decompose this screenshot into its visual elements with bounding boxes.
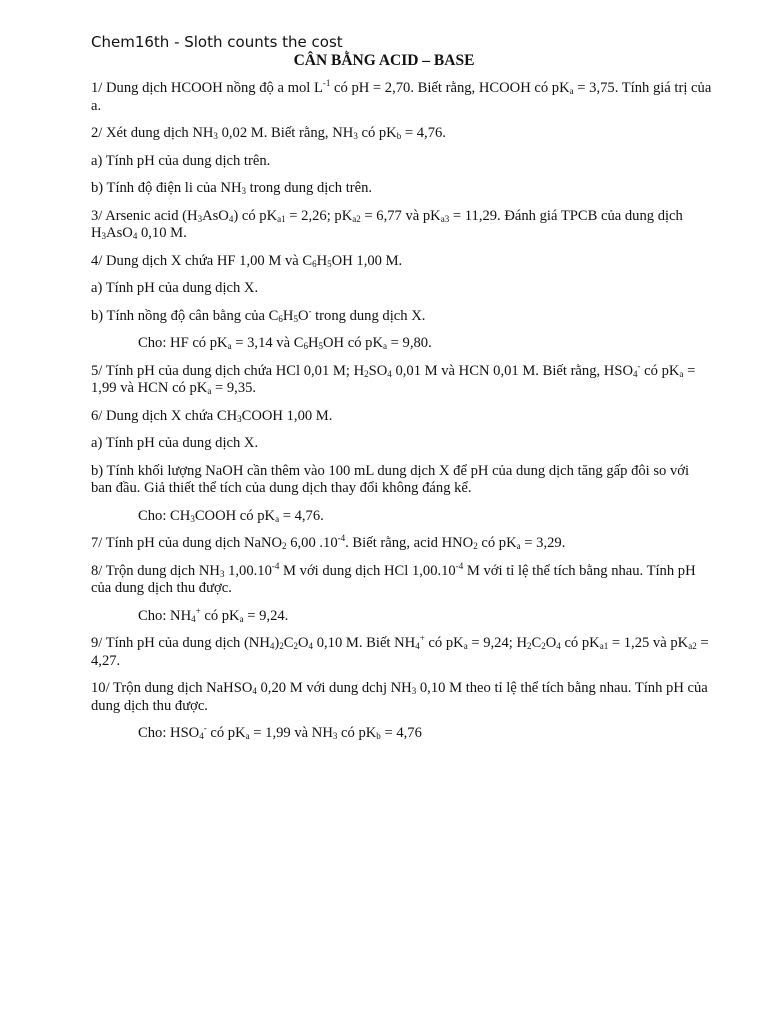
paragraph: 2/ Xét dung dịch $NH_3$ 0,02 M. Biết rằng, $NH_3$ có $pK_b = 4,76$. xyxy=(91,125,446,141)
paragraph: 4/ Dung dịch X chứa HF 1,00 M và $C_6H_5OH$ 1,00 M. xyxy=(91,252,403,269)
paragraph: Cho: $CH_3COOH$ có $pK_a = 4,76$. xyxy=(138,507,324,524)
paragraph: 3/ Arsenic acid $(H_3AsO_4)$ có $pK_{a1} = 2,26$; $pK_{a2} = 6,77$ và $pK_{a3} = 11,29$. Đánh giá TPCB của dung dịch $H_3AsO_4$ 0,10 M. xyxy=(91,207,683,241)
paragraph: a) Tính pH của dung dịch X. xyxy=(91,280,259,296)
document-body xyxy=(91,80,713,753)
paragraph: 6/ Dung dịch X chứa $CH_3COOH$ 1,00 M. xyxy=(91,407,333,424)
paragraph: a) Tính pH của dung dịch trên. xyxy=(91,152,271,169)
paragraph: 7/ Tính pH của dung dịch NaNO$_2$ 6,00 $.10^{-4}$. Biết rằng, acid $HNO_2$ có $pK_a = 3,29$. xyxy=(91,533,566,551)
paragraph: b) Tính nồng độ cân bằng của $C_6H_5O^-$ trong dung dịch X. xyxy=(91,305,426,324)
paragraph: 1/ Dung dịch HCOOH nồng độ a mol $L^{-1}$ có pH = 2,70. Biết rằng, HCOOH có $pK_a = 3,75$. Tính giá trị của a. xyxy=(91,78,712,114)
paragraph: Cho: $HSO_4^-$ có $pK_a = 1,99$ và $NH_3$ có $pK_b = 4,76$ xyxy=(138,723,422,741)
paragraph: a) Tính pH của dung dịch X. xyxy=(91,435,259,451)
paragraph: b) Tính khối lượng NaOH cần thêm vào 100 mL dung dịch X để pH của dung dịch tăng gấp đôi so với ban đầu. Giả thiết thể tích của dung dịch thay đổi không đáng kể. xyxy=(91,462,690,496)
paragraph: 5/ Tính pH của dung dịch chứa HCl 0,01 M; $H_2SO_4$ 0,01 M và HCN 0,01 M. Biết rằng, $HSO_4^-$ có $pK_a = 1,99$ và HCN có $pK_a = 9,35$. xyxy=(91,360,696,396)
document-title: CÂN BẰNG ACID – BASE xyxy=(293,52,475,69)
paragraph: Cho: HF có $pK_a = 3,14$ và $C_6H_5OH$ có $pK_a = 9,80$. xyxy=(138,335,432,351)
paragraph: 8/ Trộn dung dịch $NH_3$ $1,00.10^{-4}$ M với dung dịch HCl $1,00.10^{-4}$ M với tỉ lệ thể tích bằng nhau. Tính pH của dung dịch thu được. xyxy=(91,560,696,596)
paragraph: Cho: $NH_4^+$ có $pK_a = 9,24$. xyxy=(138,605,289,624)
paragraph: 9/ Tính pH của dung dịch $(NH_4)_2C_2O_4$ 0,10 M. Biết $NH_4^+$ có $pK_a = 9,24$; $H_2C_2O_4$ có $pK_{a1} = 1,25$ và $pK_{a2} = 4,27$. xyxy=(91,633,709,669)
paragraph: 10/ Trộn dung dịch NaHSO$_4$ 0,20 M với dung dchj $NH_3$ 0,10 M theo tỉ lệ thể tích bằng nhau. Tính pH của dung dịch thu được. xyxy=(91,680,708,714)
paragraph: b) Tính độ điện li của $NH_3$ trong dung dịch trên. xyxy=(91,180,373,196)
document-header: Chem16th - Sloth counts the cost xyxy=(91,33,343,51)
